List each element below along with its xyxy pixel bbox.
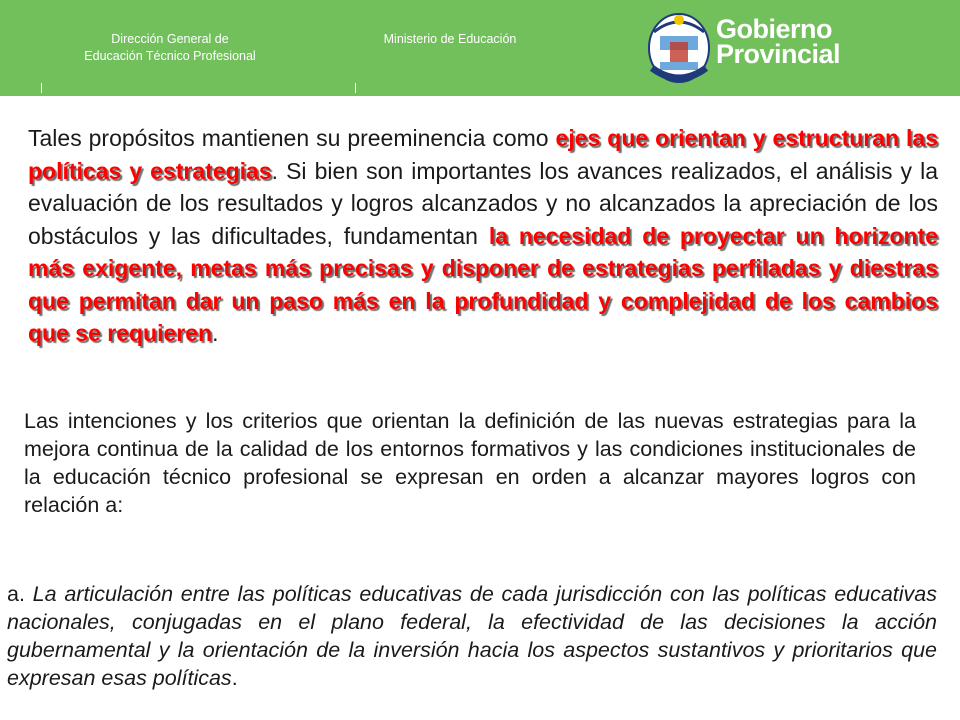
header-divider-left xyxy=(41,83,42,93)
corrientes-seal-icon xyxy=(640,6,718,86)
department-line2: Educación Técnico Profesional xyxy=(84,49,256,63)
logo-line1: Gobierno xyxy=(716,14,832,44)
department-label xyxy=(30,31,310,65)
p3-prefix: a. xyxy=(7,582,33,606)
p1-highlight1: ejes que orientan y estructuran las políticas y estrategias xyxy=(28,125,938,184)
paragraph-intentions: Las intenciones y los criterios que orientan la definición de las nuevas estrategias para la mejora continua de la calidad de los entornos formativos y las condiciones institucionales de la educación técnico profesional se expresan en orden a alcanzar mayores logros con relación a: xyxy=(24,409,916,517)
paragraph-item-a xyxy=(7,580,937,692)
department-line1: Dirección General de xyxy=(111,32,229,46)
logo-line2: Provincial xyxy=(716,39,841,69)
p1-highlight2: la necesidad de proyectar un horizonte más exigente, metas más precisas y disponer de estrategias perfiladas y diestras que permitan dar un paso más en la profundidad y complejidad de los cambios que se requieren xyxy=(28,222,938,346)
p1-text1: Tales propósitos mantienen su preeminencia como xyxy=(28,125,556,151)
p3-text: La articulación entre las políticas educativas de cada jurisdicción con las políticas educativas nacionales, conjugadas en el plano federal, la efectividad de las decisiones la acción gubernamental y la orientación de la inversión hacia los aspectos sustantivos y prioritarios que expresan esas políticas xyxy=(7,582,937,690)
header-bar xyxy=(0,0,960,96)
p1-text2: . Si bien son importantes los avances realizados, el análisis y la evaluación de los resultados y logros alcanzados y no alcanzados la apreciación de los obstáculos y las dificultades, fundamentan xyxy=(28,157,938,249)
header-divider-right xyxy=(355,83,356,93)
paragraph-purposes xyxy=(28,122,938,350)
gobierno-provincial-logo xyxy=(716,14,841,69)
p1-text3: . xyxy=(212,320,219,346)
ministry-label: Ministerio de Educación xyxy=(383,32,517,46)
p3-suffix: . xyxy=(231,666,238,690)
